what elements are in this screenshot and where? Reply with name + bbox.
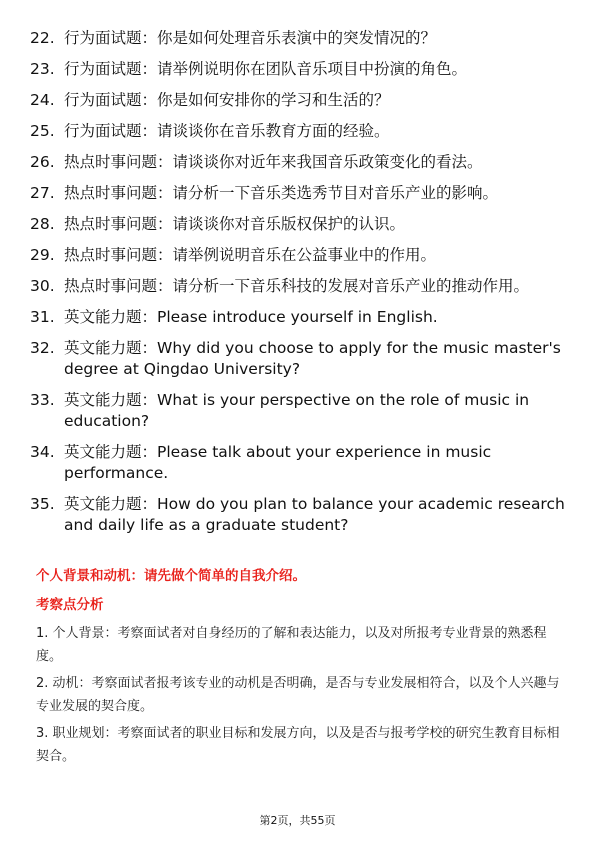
question-item bbox=[30, 442, 570, 484]
question-item bbox=[30, 121, 570, 142]
question-text: 英文能力题：Please introduce yourself in English. bbox=[64, 308, 438, 326]
analysis-point: 2. 动机：考察面试者报考该专业的动机是否明确，是否与专业发展相符合，以及个人兴趣与专业发展的契合度。 bbox=[36, 676, 560, 714]
question-number: 25. bbox=[30, 122, 55, 140]
question-number: 28. bbox=[30, 215, 55, 233]
question-text: 行为面试题：请举例说明你在团队音乐项目中扮演的角色。 bbox=[64, 60, 468, 78]
section-heading: 个人背景和动机：请先做个简单的自我介绍。 bbox=[36, 568, 306, 584]
analysis-point: 3. 职业规划：考察面试者的职业目标和发展方向，以及是否与报考学校的研究生教育目标相契合。 bbox=[36, 726, 560, 764]
question-number: 34. bbox=[30, 443, 55, 461]
question-text: 热点时事问题：请分析一下音乐科技的发展对音乐产业的推动作用。 bbox=[64, 277, 530, 295]
question-text: 行为面试题：你是如何安排你的学习和生活的？ bbox=[64, 91, 390, 109]
question-item bbox=[30, 28, 570, 49]
question-item bbox=[30, 59, 570, 80]
question-item bbox=[30, 390, 570, 432]
question-item bbox=[30, 276, 570, 297]
question-text: 行为面试题：你是如何处理音乐表演中的突发情况的？ bbox=[64, 29, 437, 47]
question-number: 22. bbox=[30, 29, 55, 47]
question-number: 27. bbox=[30, 184, 55, 202]
analysis-point: 1. 个人背景：考察面试者对自身经历的了解和表达能力，以及对所报考专业背景的熟悉程度。 bbox=[36, 626, 547, 664]
question-text: 英文能力题：Why did you choose to apply for the music master's degree at Qingdao University? bbox=[64, 339, 561, 378]
analysis-heading: 考察点分析 bbox=[36, 597, 104, 613]
question-item bbox=[30, 152, 570, 173]
question-number: 24. bbox=[30, 91, 55, 109]
question-number: 29. bbox=[30, 246, 55, 264]
question-item bbox=[30, 90, 570, 111]
page-footer: 第2页，共55页 bbox=[259, 814, 336, 827]
question-item bbox=[30, 214, 570, 235]
question-text: 英文能力题：Please talk about your experience in music performance. bbox=[64, 443, 492, 482]
answer-section bbox=[36, 567, 561, 772]
question-item bbox=[30, 245, 570, 266]
question-text: 热点时事问题：请分析一下音乐类选秀节目对音乐产业的影响。 bbox=[64, 184, 499, 202]
question-number: 26. bbox=[30, 153, 55, 171]
question-list bbox=[30, 28, 570, 546]
question-item bbox=[30, 183, 570, 204]
question-text: 热点时事问题：请谈谈你对近年来我国音乐政策变化的看法。 bbox=[64, 153, 483, 171]
question-item bbox=[30, 494, 570, 536]
question-item bbox=[30, 307, 570, 328]
question-number: 33. bbox=[30, 391, 55, 409]
question-number: 30. bbox=[30, 277, 55, 295]
question-number: 23. bbox=[30, 60, 55, 78]
question-text: 行为面试题：请谈谈你在音乐教育方面的经验。 bbox=[64, 122, 390, 140]
question-number: 32. bbox=[30, 339, 55, 357]
question-number: 35. bbox=[30, 495, 55, 513]
question-text: 热点时事问题：请谈谈你对音乐版权保护的认识。 bbox=[64, 215, 406, 233]
question-text: 英文能力题：What is your perspective on the role of music in education? bbox=[64, 391, 530, 430]
question-item bbox=[30, 338, 570, 380]
question-number: 31. bbox=[30, 308, 55, 326]
question-text: 热点时事问题：请举例说明音乐在公益事业中的作用。 bbox=[64, 246, 437, 264]
question-text: 英文能力题：How do you plan to balance your academic research and daily life as a graduate student? bbox=[64, 495, 565, 534]
